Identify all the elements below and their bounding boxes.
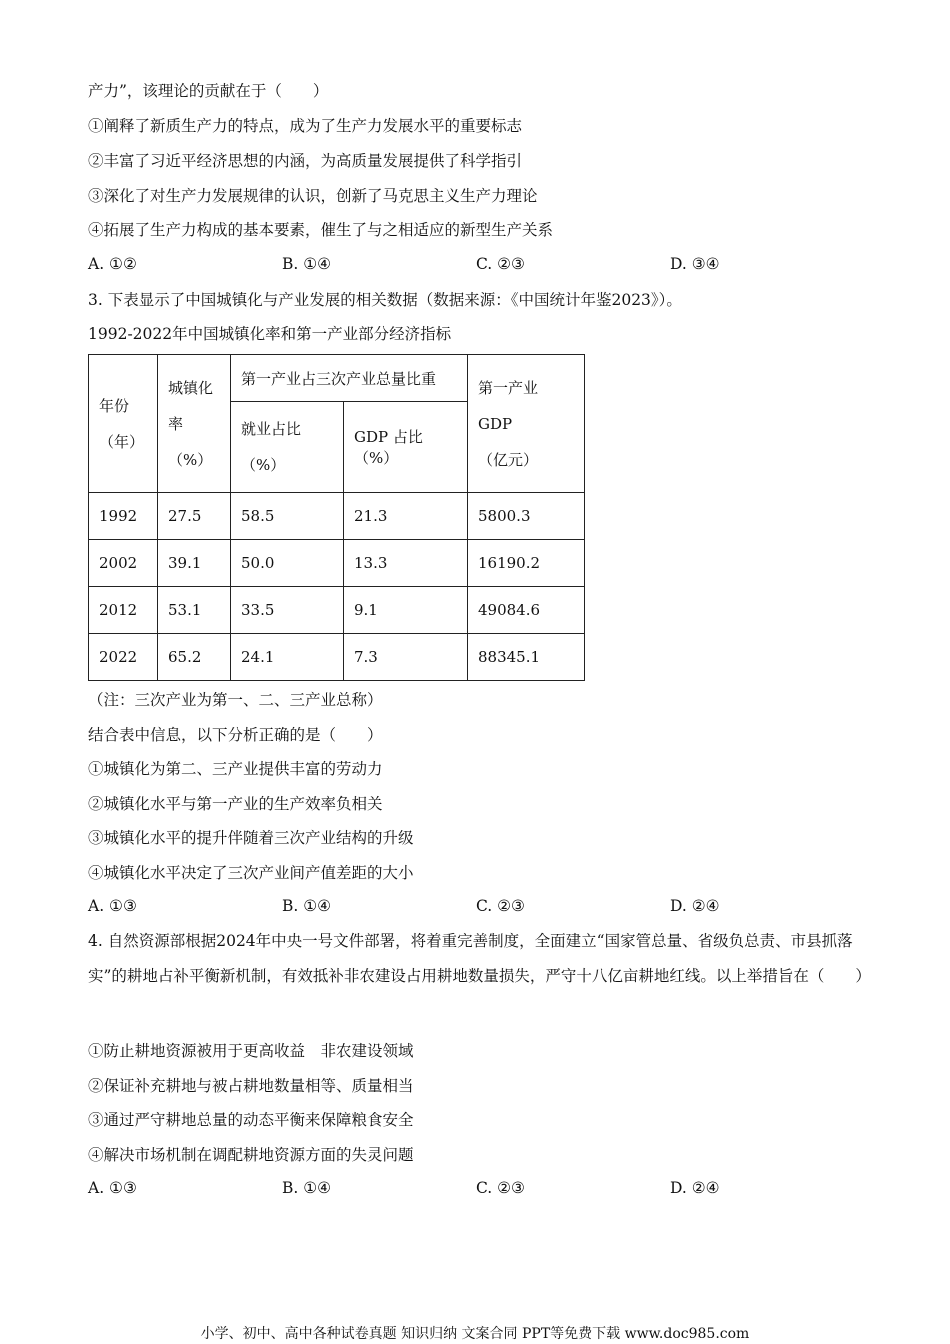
q2-option-a: A. ①② — [88, 255, 137, 273]
q3-stem: 3. 下表显示了中国城镇化与产业发展的相关数据（数据来源：《中国统计年鉴2023》）。 — [88, 291, 682, 309]
cell-urbanization: 53.1 — [158, 587, 231, 634]
q4-option-a: A. ①③ — [88, 1179, 137, 1197]
cell-employment: 50.0 — [231, 540, 344, 587]
q4-item-2: ②保证补充耕地与被占耕地数量相等、质量相当 — [88, 1077, 414, 1095]
q4-options — [88, 1179, 848, 1199]
header-urbanization: 城镇化 率 （%） — [158, 355, 231, 493]
q3-item-4: ④城镇化水平决定了三次产业间产值差距的大小 — [88, 864, 414, 882]
q2-option-d: D. ③④ — [670, 255, 720, 273]
q3-item-2: ②城镇化水平与第一产业的生产效率负相关 — [88, 795, 383, 813]
cell-gdp-share: 13.3 — [344, 540, 468, 587]
cell-primary-gdp: 88345.1 — [468, 634, 585, 681]
data-table — [88, 354, 585, 681]
cell-gdp-share: 7.3 — [344, 634, 468, 681]
q3-option-c: C. ②③ — [476, 897, 525, 915]
q3-item-3: ③城镇化水平的提升伴随着三次产业结构的升级 — [88, 829, 414, 847]
q4-stem: 4. 自然资源部根据2024年中央一号文件部署，将着重完善制度，全面建立“国家管总量、省级负总责、市县抓落实”的耕地占补平衡新机制，有效抵补非农建设占用耕地数量损失，严守十八亿亩耕地红线。以上举措旨在（ ） — [88, 932, 871, 985]
q3-option-b: B. ①④ — [282, 897, 332, 915]
cell-employment: 24.1 — [231, 634, 344, 681]
q4-option-b: B. ①④ — [282, 1179, 332, 1197]
table-row — [89, 634, 585, 681]
q4-option-d: D. ②④ — [670, 1179, 720, 1197]
q2-option-c: C. ②③ — [476, 255, 525, 273]
header-primary-gdp: 第一产业 GDP （亿元） — [468, 355, 585, 493]
q4-option-c: C. ②③ — [476, 1179, 525, 1197]
q2-item-2: ②丰富了习近平经济思想的内涵，为高质量发展提供了科学指引 — [88, 152, 523, 170]
cell-primary-gdp: 5800.3 — [468, 493, 585, 540]
q2-stem-tail: 产力”，该理论的贡献在于（ ） — [88, 82, 329, 100]
page-footer: 小学、初中、高中各种试卷真题 知识归纳 文案合同 PPT等免费下载 www.doc985.com — [200, 1326, 750, 1342]
cell-urbanization: 39.1 — [158, 540, 231, 587]
q2-option-b: B. ①④ — [282, 255, 332, 273]
cell-employment: 58.5 — [231, 493, 344, 540]
header-gdp-share: GDP 占比（%） — [344, 402, 468, 493]
q3-item-1: ①城镇化为第二、三产业提供丰富的劳动力 — [88, 760, 383, 778]
q2-options — [88, 255, 848, 275]
cell-employment: 33.5 — [231, 587, 344, 634]
q4-item-1: ①防止耕地资源被用于更高收益 非农建设领域 — [88, 1042, 414, 1060]
cell-year: 2022 — [89, 634, 158, 681]
cell-year: 2012 — [89, 587, 158, 634]
cell-primary-gdp: 49084.6 — [468, 587, 585, 634]
q3-option-d: D. ②④ — [670, 897, 720, 915]
q2-item-3: ③深化了对生产力发展规律的认识，创新了马克思主义生产力理论 — [88, 187, 538, 205]
q2-item-1: ①阐释了新质生产力的特点，成为了生产力发展水平的重要标志 — [88, 117, 523, 135]
table-row — [89, 540, 585, 587]
table-row — [89, 587, 585, 634]
q4-item-4: ④解决市场机制在调配耕地资源方面的失灵问题 — [88, 1146, 414, 1164]
q3-question: 结合表中信息，以下分析正确的是（ ） — [88, 726, 383, 744]
cell-gdp-share: 9.1 — [344, 587, 468, 634]
table-row — [89, 493, 585, 540]
cell-gdp-share: 21.3 — [344, 493, 468, 540]
cell-urbanization: 65.2 — [158, 634, 231, 681]
table-note: （注：三次产业为第一、二、三产业总称） — [88, 691, 383, 709]
header-share-group: 第一产业占三次产业总量比重 — [231, 355, 468, 402]
q4-item-3: ③通过严守耕地总量的动态平衡来保障粮食安全 — [88, 1111, 414, 1129]
header-employment-share: 就业占比 （%） — [231, 402, 344, 493]
header-year: 年份 （年） — [89, 355, 158, 493]
q3-option-a: A. ①③ — [88, 897, 137, 915]
cell-year: 1992 — [89, 493, 158, 540]
q3-options — [88, 897, 848, 917]
cell-year: 2002 — [89, 540, 158, 587]
q2-item-4: ④拓展了生产力构成的基本要素，催生了与之相适应的新型生产关系 — [88, 221, 554, 239]
cell-primary-gdp: 16190.2 — [468, 540, 585, 587]
cell-urbanization: 27.5 — [158, 493, 231, 540]
q3-table-title: 1992-2022年中国城镇化率和第一产业部分经济指标 — [88, 325, 452, 343]
